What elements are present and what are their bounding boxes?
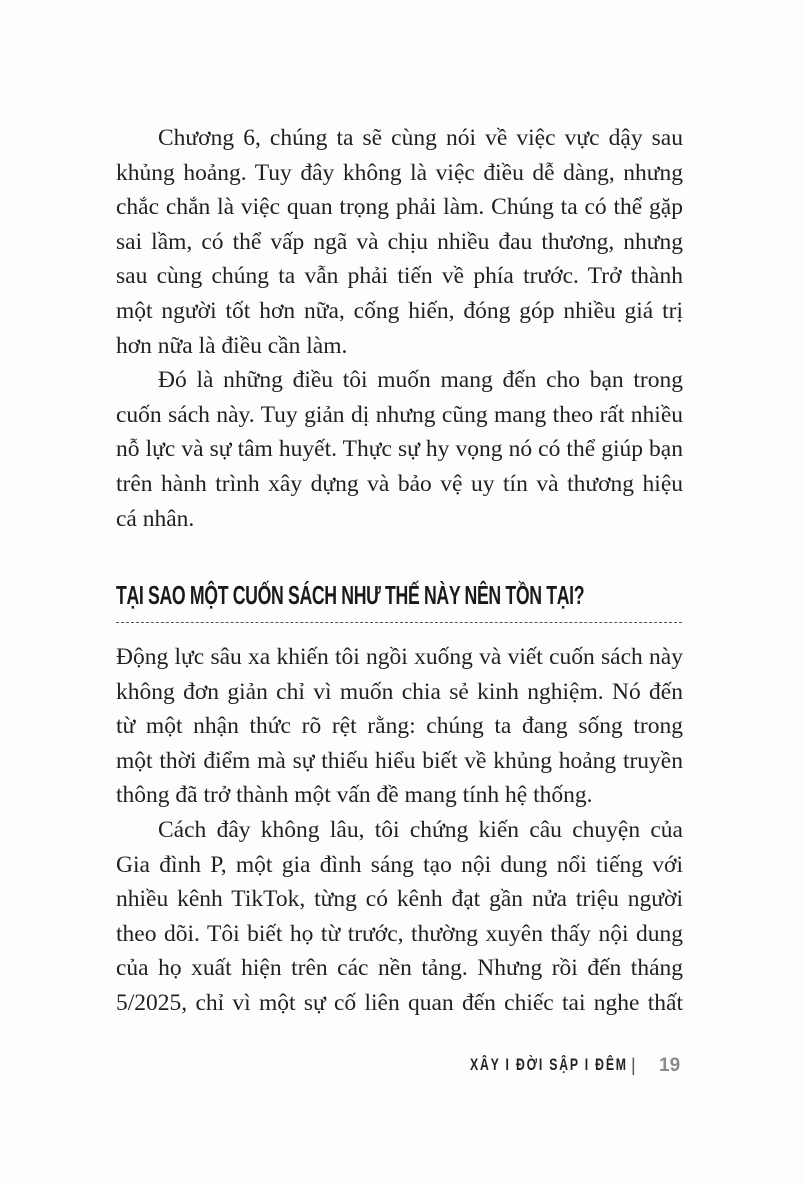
text-line: trên hành trình xây dựng và bảo vệ uy tín và thương hiệu <box>116 470 683 497</box>
running-footer-title: XÂY I ĐỜI SẬP I ĐÊM <box>470 1055 628 1074</box>
text-line: khủng hoảng. Tuy đây không là việc điều dễ dàng, nhưng <box>116 159 683 186</box>
paragraph <box>116 813 683 1021</box>
paragraph <box>116 121 683 363</box>
text-line: nỗ lực và sự tâm huyết. Thực sự hy vọng nó có thể giúp bạn <box>116 436 683 463</box>
text-line: thông đã trở thành một vấn đề mang tính hệ thống. <box>116 782 593 809</box>
body-text-bottom <box>116 640 683 1021</box>
text-line: một người tốt hơn nữa, cống hiến, đóng góp nhiều giá trị <box>116 297 683 324</box>
paragraph <box>116 363 683 536</box>
text-line: không đơn giản chỉ vì muốn chia sẻ kinh nghiệm. Nó đến <box>116 678 683 705</box>
text-line: sau cùng chúng ta vẫn phải tiến về phía trước. Trở thành <box>116 263 683 290</box>
text-line: Chương 6, chúng ta sẽ cùng nói về việc vực dậy sau <box>158 125 683 151</box>
text-line: chắc chắn là việc quan trọng phải làm. Chúng ta có thể gặp <box>116 194 683 221</box>
text-line: 5/2025, chỉ vì một sự cố liên quan đến chiếc tai nghe thất <box>116 989 683 1016</box>
text-line: sai lầm, có thể vấp ngã và chịu nhiều đau thương, nhưng <box>116 228 683 255</box>
text-line: Cách đây không lâu, tôi chứng kiến câu chuyện của <box>158 816 683 843</box>
text-line: cuốn sách này. Tuy giản dị nhưng cũng mang theo rất nhiều <box>116 401 683 428</box>
text-line: từ một nhận thức rõ rệt rằng: chúng ta đang sống trong <box>116 713 683 740</box>
section-heading: TẠI SAO MỘT CUỐN SÁCH NHƯ THẾ NÀY NÊN TỒN TẠI? <box>116 580 585 610</box>
heading-divider <box>116 622 682 623</box>
text-line: Đó là những điều tôi muốn mang đến cho bạn trong <box>158 367 683 394</box>
paragraph <box>116 640 683 813</box>
text-line: một thời điểm mà sự thiếu hiểu biết về khủng hoảng truyền <box>116 747 683 774</box>
body-text-top <box>116 121 683 536</box>
page-number: 19 <box>659 1055 681 1076</box>
text-line: hơn nữa là điều cần làm. <box>116 332 348 359</box>
text-line: cá nhân. <box>116 505 195 532</box>
footer-separator: | <box>631 1055 636 1075</box>
text-line: Động lực sâu xa khiến tôi ngồi xuống và viết cuốn sách này <box>116 644 683 670</box>
text-line: Gia đình P, một gia đình sáng tạo nội dung nổi tiếng với <box>116 851 683 878</box>
text-line: của họ xuất hiện trên các nền tảng. Nhưng rồi đến tháng <box>116 955 683 982</box>
text-line: nhiều kênh TikTok, từng có kênh đạt gần nửa triệu người <box>116 886 683 913</box>
text-line: theo dõi. Tôi biết họ từ trước, thường xuyên thấy nội dung <box>116 920 683 947</box>
